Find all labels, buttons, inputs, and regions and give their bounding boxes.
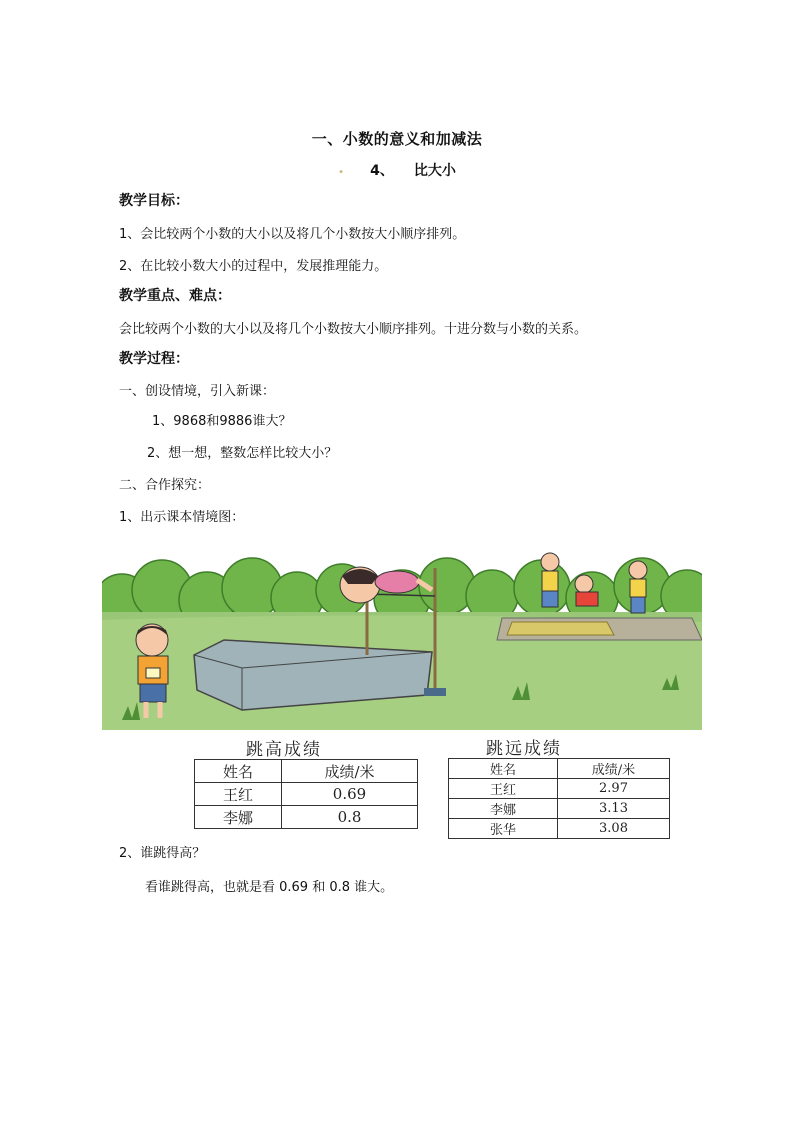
section-title: 二、合作探究： <box>119 478 211 493</box>
name-cell: 王红 <box>449 779 558 799</box>
score-cell: 0.8 <box>282 806 418 829</box>
name-cell: 王红 <box>195 783 282 806</box>
section-item: 2、想一想，整数怎样比较大小？ <box>147 446 338 461</box>
question-text: 看谁跳得高，也就是看 0.69 和 0.8 谁大。 <box>145 880 394 895</box>
name-cell: 张华 <box>449 819 558 839</box>
chapter-title: 一、小数的意义和加减法 <box>311 130 483 148</box>
objective-item: 2、在比较小数大小的过程中，发展推理能力。 <box>119 259 388 274</box>
table-row <box>449 819 670 839</box>
name-cell: 李娜 <box>449 799 558 819</box>
process-heading: 教学过程： <box>119 351 189 367</box>
lesson-title <box>0 160 794 180</box>
table-row <box>195 806 418 829</box>
section-item: 1、9868和9886谁大？ <box>152 414 292 429</box>
section-title: 一、创设情境，引入新课： <box>119 384 276 399</box>
high-jump-table <box>194 759 418 829</box>
table-row <box>449 779 670 799</box>
score-cell: 3.13 <box>558 799 670 819</box>
objective-item: 1、会比较两个小数的大小以及将几个小数按大小顺序排列。 <box>119 227 466 242</box>
question-title: 2、谁跳得高？ <box>119 846 206 861</box>
header-cell: 姓名 <box>195 760 282 783</box>
lesson-number: 4、 <box>370 163 394 179</box>
score-cell: 0.69 <box>282 783 418 806</box>
bullet-dot-icon: • <box>338 167 345 178</box>
objectives-heading: 教学目标： <box>119 193 189 209</box>
table-header-row <box>449 759 670 779</box>
lesson-name: 比大小 <box>413 163 456 179</box>
header-cell: 成绩/米 <box>558 759 670 779</box>
header-cell: 姓名 <box>449 759 558 779</box>
sports-scene-illustration <box>102 540 702 730</box>
sand-pit <box>497 618 702 640</box>
long-jump-table <box>448 758 670 839</box>
section-item: 1、出示课本情境图： <box>119 510 245 525</box>
table-row <box>195 783 418 806</box>
score-cell: 2.97 <box>558 779 670 799</box>
header-cell: 成绩/米 <box>282 760 418 783</box>
long-jump-title: 跳远成绩 <box>486 739 562 759</box>
key-points-heading: 教学重点、难点： <box>119 288 231 304</box>
score-cell: 3.08 <box>558 819 670 839</box>
table-header-row <box>195 760 418 783</box>
high-jump-title: 跳高成绩 <box>246 740 322 760</box>
key-points-text: 会比较两个小数的大小以及将几个小数按大小顺序排列。十进分数与小数的关系。 <box>119 322 588 337</box>
name-cell: 李娜 <box>195 806 282 829</box>
table-row <box>449 799 670 819</box>
